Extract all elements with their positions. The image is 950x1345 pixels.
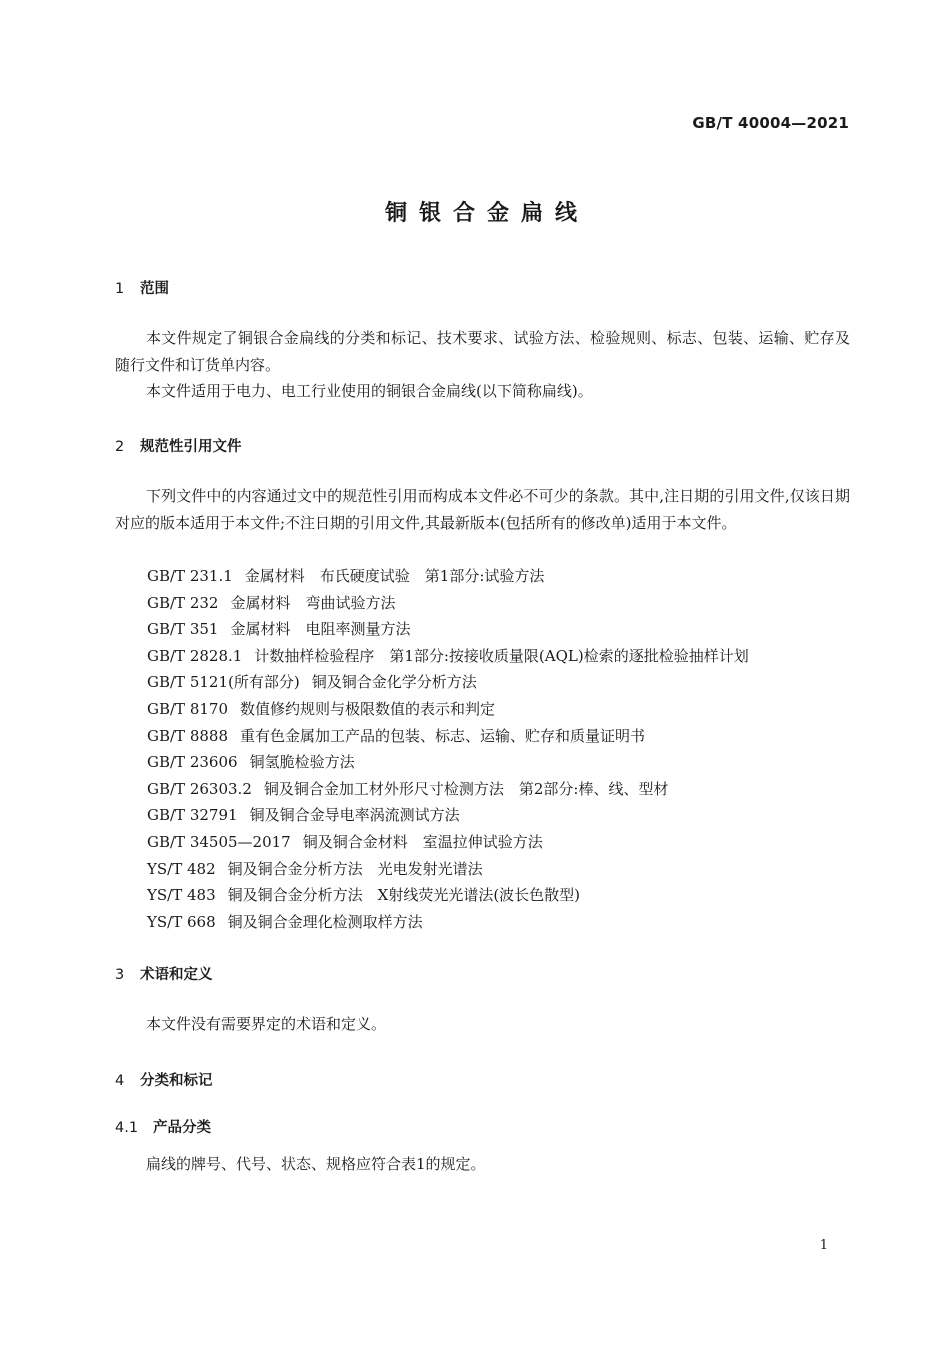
section-4-1-heading	[115, 1116, 211, 1137]
reference-title: 数值修约规则与极限数值的表示和判定	[240, 699, 496, 718]
reference-title: 铜及铜合金材料 室温拉伸试验方法	[302, 832, 543, 851]
reference-title: 金属材料 弯曲试验方法	[230, 593, 396, 612]
reference-item	[147, 669, 749, 696]
classification-paragraph: 扁线的牌号、代号、状态、规格应符合表1的规定。	[146, 1155, 486, 1173]
reference-code: GB/T 5121(所有部分)	[147, 673, 300, 692]
reference-code: GB/T 8888	[147, 726, 229, 745]
reference-item	[147, 723, 749, 750]
reference-code: YS/T 668	[147, 912, 216, 931]
reference-code: GB/T 23606	[147, 753, 238, 772]
reference-code: GB/T 232	[147, 593, 219, 612]
scope-paragraph-1: 本文件规定了铜银合金扁线的分类和标记、技术要求、试验方法、检验规则、标志、包装、运输、贮存及随行文件和订货单内容。	[115, 329, 850, 374]
reference-title: 铜及铜合金加工材外形尺寸检测方法 第2部分:棒、线、型材	[263, 779, 669, 798]
reference-item	[147, 776, 749, 803]
reference-item	[147, 563, 749, 590]
scope-paragraph-2: 本文件适用于电力、电工行业使用的铜银合金扁线(以下简称扁线)。	[146, 382, 593, 400]
reference-item	[147, 696, 749, 723]
reference-code: YS/T 483	[147, 886, 216, 905]
reference-code: YS/T 482	[147, 859, 216, 878]
reference-code: GB/T 32791	[147, 806, 238, 825]
reference-item	[147, 829, 749, 856]
reference-code: GB/T 26303.2	[147, 779, 252, 798]
document-title: 铜银合金扁线	[384, 201, 589, 226]
section-number: 3	[115, 967, 125, 983]
reference-title: 金属材料 电阻率测量方法	[230, 620, 411, 639]
section-number: 4	[115, 1073, 125, 1089]
reference-item	[147, 749, 749, 776]
section-number: 2	[115, 439, 125, 455]
reference-title: 铜及铜合金理化检测取样方法	[227, 912, 423, 931]
section-4-heading	[115, 1069, 213, 1090]
reference-item	[147, 909, 749, 936]
section-3-heading	[115, 963, 213, 984]
reference-title: 铜及铜合金分析方法 光电发射光谱法	[227, 859, 483, 878]
section-number: 4.1	[115, 1120, 139, 1136]
section-title: 规范性引用文件	[140, 439, 242, 455]
section-number: 1	[115, 281, 125, 297]
reference-item	[147, 802, 749, 829]
reference-title: 重有色金属加工产品的包装、标志、运输、贮存和质量证明书	[240, 726, 646, 745]
reference-code: GB/T 231.1	[147, 567, 233, 585]
reference-item	[147, 616, 749, 643]
section-title: 分类和标记	[140, 1073, 213, 1089]
reference-title: 金属材料 布氏硬度试验 第1部分:试验方法	[244, 567, 545, 585]
normative-references-intro: 下列文件中的内容通过文中的规范性引用而构成本文件必不可少的条款。其中,注日期的引用文件,仅该日期对应的版本适用于本文件;不注日期的引用文件,其最新版本(包括所有的修改单)适用于本文件。	[115, 487, 850, 532]
reference-code: GB/T 351	[147, 620, 219, 639]
reference-title: 铜及铜合金分析方法 X射线荧光光谱法(波长色散型)	[227, 886, 581, 905]
reference-title: 铜及铜合金导电率涡流测试方法	[249, 806, 460, 825]
reference-title: 铜及铜合金化学分析方法	[311, 673, 477, 692]
standard-code: GB/T 40004—2021	[692, 114, 849, 132]
reference-item	[147, 882, 749, 909]
reference-title: 铜氢脆检验方法	[249, 753, 355, 772]
terms-paragraph: 本文件没有需要界定的术语和定义。	[146, 1015, 387, 1033]
reference-item	[147, 590, 749, 617]
reference-code: GB/T 8170	[147, 699, 229, 718]
reference-item	[147, 643, 749, 670]
reference-code: GB/T 2828.1	[147, 646, 243, 665]
section-1-heading	[115, 277, 169, 298]
section-title: 产品分类	[153, 1120, 211, 1136]
reference-title: 计数抽样检验程序 第1部分:按接收质量限(AQL)检索的逐批检验抽样计划	[254, 646, 749, 665]
section-title: 术语和定义	[140, 967, 213, 983]
section-2-heading	[115, 435, 242, 456]
page-number: 1	[819, 1238, 828, 1253]
reference-list	[147, 563, 749, 935]
reference-item	[147, 856, 749, 883]
section-title: 范围	[140, 281, 169, 297]
reference-code: GB/T 34505—2017	[147, 832, 291, 851]
